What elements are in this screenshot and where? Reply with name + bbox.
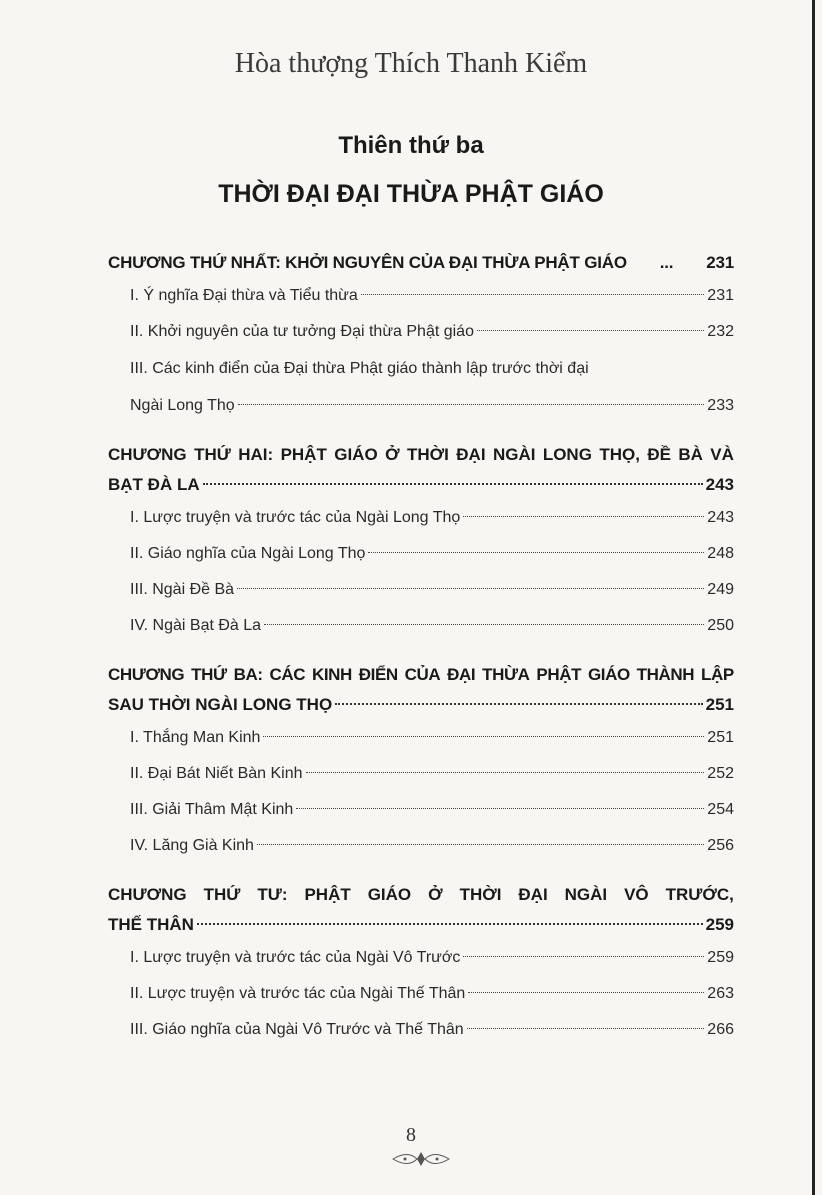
entry-label: III. Giải Thâm Mật Kinh (130, 801, 294, 818)
dot-leader (237, 587, 704, 589)
toc-chapter-3 (108, 660, 734, 864)
dot-leader (257, 843, 704, 845)
toc-entry[interactable] (108, 536, 734, 572)
entry-page: 232 (707, 323, 734, 340)
toc-entry[interactable] (108, 608, 734, 644)
heading-word: THỜI (459, 885, 502, 904)
heading-word: CÁC (269, 665, 306, 684)
entry-page: 243 (707, 509, 734, 526)
heading-word: CHƯƠNG (108, 885, 187, 904)
heading-word: Ở (385, 445, 400, 464)
chapter-title-line2: BẠT ĐÀ LA (108, 475, 200, 494)
toc-entry[interactable] (108, 500, 734, 536)
heading-word: CHƯƠNG (108, 665, 185, 684)
entry-label: I. Lược truyện và trước tác của Ngài Vô Trước (130, 949, 461, 966)
heading-word: BÀ (678, 445, 703, 464)
chapter-page: 251 (705, 695, 734, 714)
heading-word: VÔ (624, 885, 649, 904)
heading-word: CHƯƠNG (108, 445, 187, 464)
heading-word: THỨ (203, 885, 241, 904)
toc-entry[interactable] (108, 572, 734, 608)
entry-page: 251 (707, 729, 734, 746)
chapter-title-line2: THẾ THÂN (108, 915, 194, 934)
heading-word: ĐẠI (456, 445, 486, 464)
entry-label: II. Giáo nghĩa của Ngài Long Thọ (130, 545, 366, 562)
dot-leader (306, 771, 705, 773)
toc-entry[interactable] (108, 828, 734, 864)
dot-leader (368, 551, 704, 553)
heading-word: GIÁO (367, 885, 412, 904)
entry-label: II. Khởi nguyên của tư tưởng Đại thừa Phật giáo (130, 323, 474, 340)
heading-word: KINH (311, 665, 352, 684)
heading-word: THỪA (482, 665, 530, 684)
heading-word: CỦA (404, 665, 441, 684)
entry-label: I. Lược truyện và trước tác của Ngài Long Thọ (130, 509, 461, 526)
heading-word: VÀ (710, 445, 734, 464)
toc-chapter-2 (108, 440, 734, 644)
running-header-author: Hòa thượng Thích Thanh Kiểm (234, 48, 588, 79)
entry-page: 254 (707, 801, 734, 818)
heading-word: LONG (542, 445, 592, 464)
entry-label: II. Lược truyện và trước tác của Ngài Thế Thân (130, 985, 466, 1002)
dot-leader (477, 329, 704, 331)
chapter-heading-line1[interactable] (108, 660, 734, 690)
chapter-page: 243 (705, 475, 734, 494)
toc-entry[interactable] (108, 1012, 734, 1048)
chapter-heading-line1[interactable] (108, 440, 734, 470)
toc-entry[interactable] (108, 756, 734, 792)
entry-label: II. Đại Bát Niết Bàn Kinh (130, 765, 303, 782)
entry-label: I. Thắng Man Kinh (130, 729, 261, 746)
toc-entry[interactable] (108, 976, 734, 1012)
toc-chapter-1 (108, 248, 734, 424)
entry-label: IV. Lăng Già Kinh (130, 837, 254, 854)
heading-word: NGÀI (492, 445, 536, 464)
table-of-contents (108, 248, 734, 1048)
heading-word: ĐỀ (647, 445, 671, 464)
heading-word: THỨ (194, 445, 231, 464)
dot-leader (203, 482, 703, 485)
chapter-title-line2: SAU THỜI NGÀI LONG THỌ (108, 695, 333, 714)
heading-word: HAI: (238, 445, 274, 464)
heading-word: GIÁO (587, 665, 630, 684)
heading-word: THỨ (191, 665, 227, 684)
chapter-heading[interactable] (108, 248, 734, 278)
chapter-heading-line2[interactable] (108, 470, 734, 500)
toc-entry[interactable] (108, 720, 734, 756)
dot-leader (463, 515, 704, 517)
entry-page: 249 (707, 581, 734, 598)
toc-entry[interactable] (108, 314, 734, 350)
chapter-heading-line2[interactable] (108, 910, 734, 940)
heading-word: PHẬT (280, 445, 327, 464)
heading-word: BA: (233, 665, 263, 684)
entry-page: 252 (707, 765, 734, 782)
heading-word: THÀNH (636, 665, 695, 684)
page-number: 8 (406, 1124, 416, 1146)
dot-leader (264, 623, 704, 625)
chapter-heading-line1[interactable] (108, 880, 734, 910)
entry-page: 266 (707, 1021, 734, 1038)
heading-word: NGÀI (564, 885, 608, 904)
dot-leader (467, 1027, 705, 1029)
dot-leader (468, 991, 704, 993)
dot-leader (335, 702, 702, 705)
heading-word: ĐIỂN (358, 665, 398, 684)
entry-page: 250 (707, 617, 734, 634)
entry-label: I. Ý nghĩa Đại thừa và Tiểu thừa (130, 287, 358, 304)
dot-leader (263, 735, 704, 737)
page-edge (812, 0, 815, 1195)
entry-label: III. Ngài Đề Bà (130, 581, 235, 598)
entry-label-line2: Ngài Long Thọ (130, 397, 235, 414)
entry-page: 248 (707, 545, 734, 562)
heading-word: PHẬT (304, 885, 351, 904)
entry-page: 233 (707, 397, 734, 414)
dot-leader (361, 293, 705, 295)
section-title: Thiên thứ ba (338, 132, 484, 159)
toc-entry[interactable] (108, 792, 734, 828)
dot-leader (238, 403, 705, 405)
heading-word: GIÁO (334, 445, 378, 464)
chapter-page: 231 (706, 253, 734, 272)
chapter-dots: ... (659, 253, 674, 272)
heading-word: PHẬT (536, 665, 582, 684)
floral-ornament-icon (391, 1150, 451, 1168)
heading-word: LẬP (701, 665, 734, 684)
toc-chapter-4 (108, 880, 734, 1048)
toc-entry[interactable] (108, 278, 734, 314)
entry-page: 263 (707, 985, 734, 1002)
heading-word: ĐẠI (518, 885, 548, 904)
chapter-page: 259 (705, 915, 734, 934)
chapter-title: CHƯƠNG THỨ NHẤT: KHỞI NGUYÊN CỦA ĐẠI THỪA PHẬT GIÁO (108, 253, 627, 272)
toc-entry[interactable] (108, 350, 734, 424)
dot-leader (197, 922, 703, 925)
heading-word: THỌ, (599, 445, 640, 464)
dot-leader (296, 807, 704, 809)
heading-word: ĐẠI (447, 665, 476, 684)
entry-page: 259 (707, 949, 734, 966)
entry-page: 231 (707, 287, 734, 304)
entry-label: IV. Ngài Bạt Đà La (130, 617, 262, 634)
entry-page: 256 (707, 837, 734, 854)
dot-leader (463, 955, 704, 957)
toc-entry[interactable] (108, 940, 734, 976)
entry-label: III. Giáo nghĩa của Ngài Vô Trước và Thế Thân (130, 1021, 464, 1038)
heading-word: THỜI (406, 445, 449, 464)
chapter-heading-line2[interactable] (108, 690, 734, 720)
heading-word: TRƯỚC, (665, 885, 734, 904)
entry-label-line1: III. Các kinh điển của Đại thừa Phật giáo thành lập trước thời đại (130, 360, 589, 377)
heading-word: Ở (428, 885, 443, 904)
section-subtitle: THỜI ĐẠI ĐẠI THỪA PHẬT GIÁO (218, 180, 604, 208)
heading-word: TƯ: (257, 885, 288, 904)
